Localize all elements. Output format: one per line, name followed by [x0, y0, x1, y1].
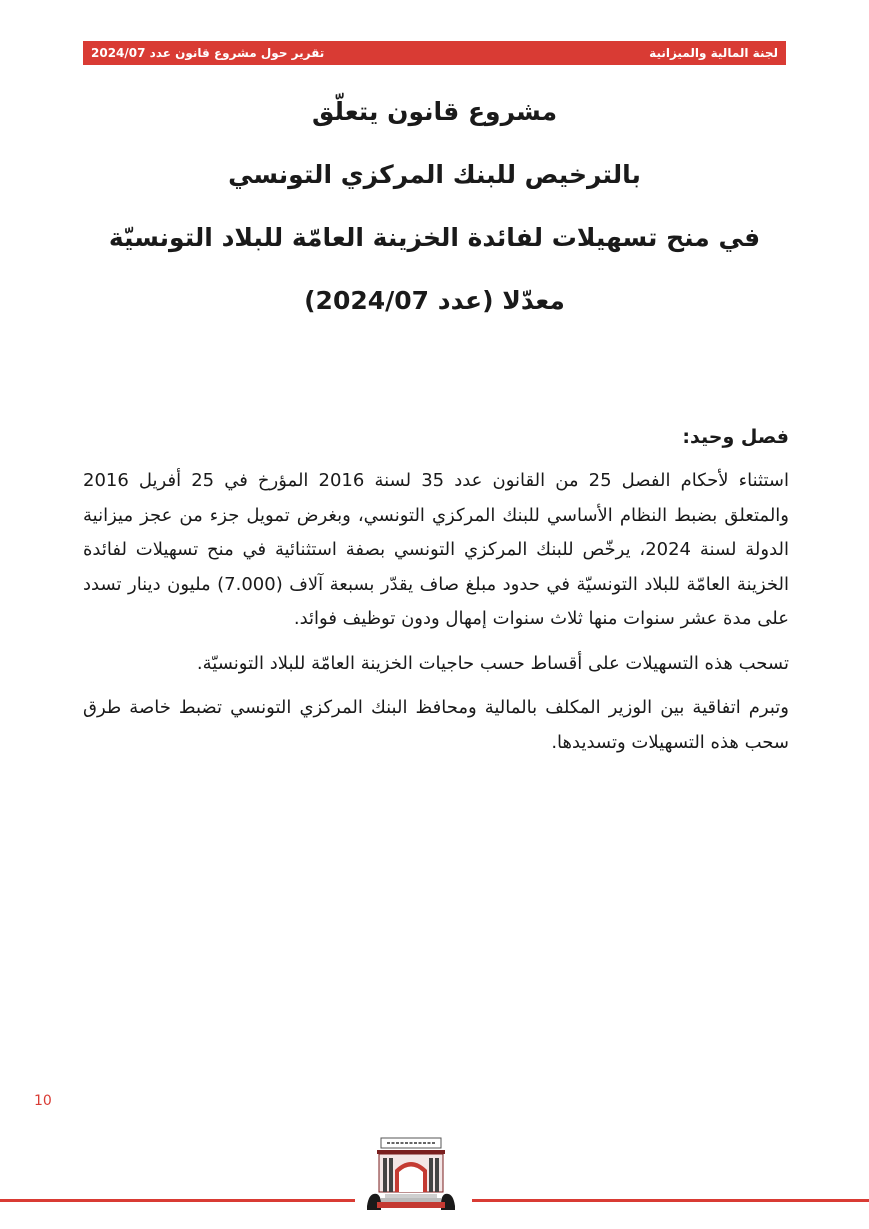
article-paragraph-3: وتبرم اتفاقية بين الوزير المكلف بالمالية ومحافظ البنك المركزي التونسي تضبط خاصة طرق سحب هذه التسهيلات وتسديدها.: [83, 697, 789, 753]
footer-divider-left: [0, 1199, 355, 1202]
header-committee-name: لجنة المالية والميزانية: [649, 46, 778, 60]
article-paragraph-2: تسحب هذه التسهيلات على أقساط حسب حاجيات الخزينة العامّة للبلاد التونسيّة.: [196, 652, 789, 674]
article-paragraph-1: استثناء لأحكام الفصل 25 من القانون عدد 35 لسنة 2016 المؤرخ في 25 أفريل 2016 والمتعلق بضبط النظام الأساسي للبنك المركزي التونسي، وبغرض تمويل جزء من عجز ميزانية الدولة لسنة 2024، يرخّص للبنك المركزي التونسي بصفة استثنائية في منح تسهيلات لفائدة الخزينة العامّة للبلاد التونسيّة في حدود مبلغ صاف يقدّر بسبعة آلاف (7.000) مليون دينار تسدد على مدة عشر سنوات منها ثلاث سنوات إمهال ودون توظيف فوائد.: [83, 470, 790, 629]
bill-title: [83, 92, 786, 344]
single-article: [83, 422, 789, 770]
title-line-1: مشروع قانون يتعلّق: [311, 97, 558, 126]
title-line-4: معدّلا (عدد 2024/07): [304, 286, 565, 315]
header-bar: [83, 41, 786, 65]
header-report-title: تقرير حول مشروع قانون عدد 2024/07: [91, 46, 325, 60]
title-line-3: في منح تسهيلات لفائدة الخزينة العامّة للبلاد التونسيّة: [108, 223, 761, 252]
page-number: 10: [34, 1093, 52, 1109]
footer-divider-right: [472, 1199, 869, 1202]
title-line-2: بالترخيص للبنك المركزي التونسي: [228, 160, 641, 189]
parliament-building-icon: [363, 1134, 459, 1214]
article-heading: فصل وحيد:: [682, 426, 789, 448]
